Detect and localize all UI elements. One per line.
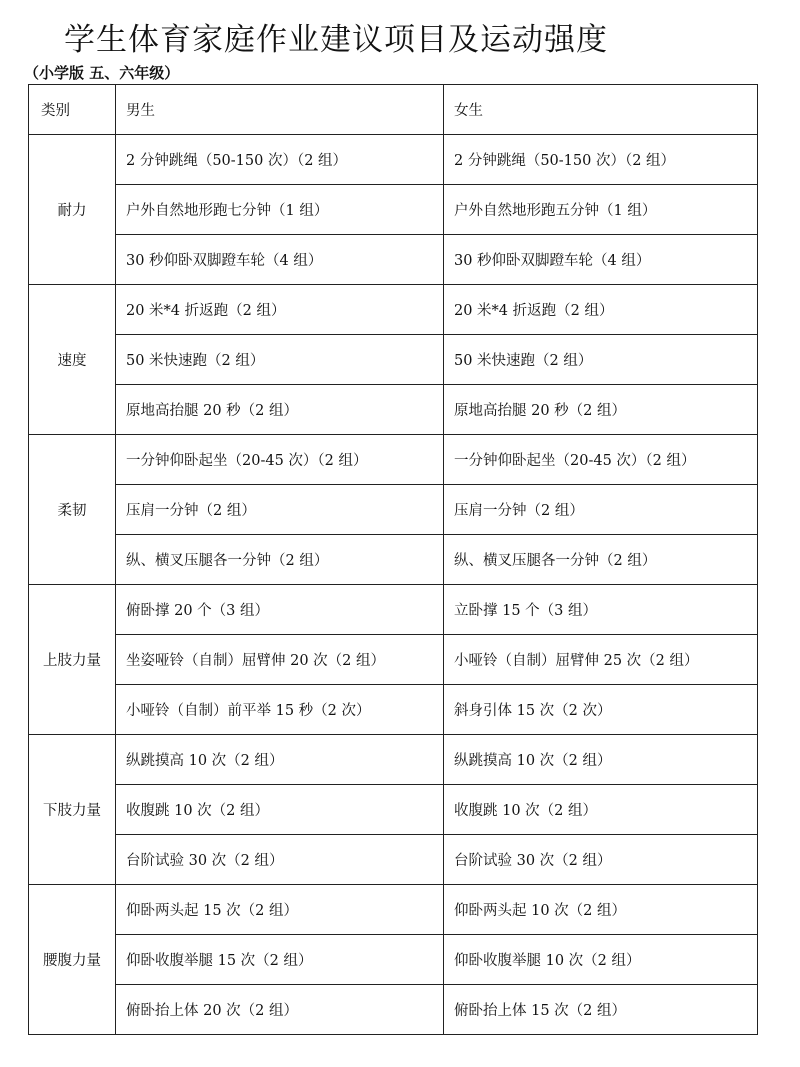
girls-cell: 立卧撑 15 个（3 组）	[444, 585, 758, 635]
boys-cell: 20 米*4 折返跑（2 组）	[116, 285, 444, 335]
girls-cell: 纵、横叉压腿各一分钟（2 组）	[444, 535, 758, 585]
boys-cell: 纵、横叉压腿各一分钟（2 组）	[116, 535, 444, 585]
boys-cell: 俯卧抬上体 20 次（2 组）	[116, 985, 444, 1035]
boys-cell: 坐姿哑铃（自制）屈臂伸 20 次（2 组）	[116, 635, 444, 685]
boys-cell: 原地高抬腿 20 秒（2 组）	[116, 385, 444, 435]
girls-cell: 一分钟仰卧起坐（20-45 次）（2 组）	[444, 435, 758, 485]
girls-cell: 收腹跳 10 次（2 组）	[444, 785, 758, 835]
category-cell: 下肢力量	[29, 735, 116, 885]
boys-cell: 一分钟仰卧起坐（20-45 次）（2 组）	[116, 435, 444, 485]
category-cell: 耐力	[29, 135, 116, 285]
boys-cell: 30 秒仰卧双脚蹬车轮（4 组）	[116, 235, 444, 285]
table-row	[29, 885, 758, 935]
boys-cell: 户外自然地形跑七分钟（1 组）	[116, 185, 444, 235]
table-row	[29, 285, 758, 335]
table-row	[29, 835, 758, 885]
girls-cell: 斜身引体 15 次（2 次）	[444, 685, 758, 735]
table-row	[29, 985, 758, 1035]
boys-cell: 小哑铃（自制）前平举 15 秒（2 次）	[116, 685, 444, 735]
table-row	[29, 135, 758, 185]
table-row	[29, 685, 758, 735]
table-row	[29, 735, 758, 785]
boys-cell: 2 分钟跳绳（50-150 次）（2 组）	[116, 135, 444, 185]
exercise-table	[28, 84, 758, 1035]
boys-cell: 50 米快速跑（2 组）	[116, 335, 444, 385]
girls-cell: 50 米快速跑（2 组）	[444, 335, 758, 385]
table-row	[29, 935, 758, 985]
boys-cell: 压肩一分钟（2 组）	[116, 485, 444, 535]
table-row	[29, 435, 758, 485]
category-cell: 上肢力量	[29, 585, 116, 735]
header-boys: 男生	[116, 85, 444, 135]
table-row	[29, 585, 758, 635]
boys-cell: 仰卧收腹举腿 15 次（2 组）	[116, 935, 444, 985]
header-category: 类别	[29, 85, 116, 135]
table-row	[29, 235, 758, 285]
boys-cell: 台阶试验 30 次（2 组）	[116, 835, 444, 885]
header-girls: 女生	[444, 85, 758, 135]
page-subtitle: （小学版 五、六年级）	[24, 64, 180, 82]
page-title: 学生体育家庭作业建议项目及运动强度	[64, 22, 608, 58]
girls-cell: 30 秒仰卧双脚蹬车轮（4 组）	[444, 235, 758, 285]
category-cell: 速度	[29, 285, 116, 435]
table-row	[29, 635, 758, 685]
girls-cell: 仰卧两头起 10 次（2 组）	[444, 885, 758, 935]
boys-cell: 俯卧撑 20 个（3 组）	[116, 585, 444, 635]
table-header-row	[29, 85, 758, 135]
boys-cell: 仰卧两头起 15 次（2 组）	[116, 885, 444, 935]
category-cell: 柔韧	[29, 435, 116, 585]
boys-cell: 纵跳摸高 10 次（2 组）	[116, 735, 444, 785]
category-cell: 腰腹力量	[29, 885, 116, 1035]
boys-cell: 收腹跳 10 次（2 组）	[116, 785, 444, 835]
girls-cell: 原地高抬腿 20 秒（2 组）	[444, 385, 758, 435]
girls-cell: 纵跳摸高 10 次（2 组）	[444, 735, 758, 785]
girls-cell: 压肩一分钟（2 组）	[444, 485, 758, 535]
girls-cell: 20 米*4 折返跑（2 组）	[444, 285, 758, 335]
table-row	[29, 335, 758, 385]
table-row	[29, 485, 758, 535]
girls-cell: 仰卧收腹举腿 10 次（2 组）	[444, 935, 758, 985]
girls-cell: 台阶试验 30 次（2 组）	[444, 835, 758, 885]
girls-cell: 户外自然地形跑五分钟（1 组）	[444, 185, 758, 235]
girls-cell: 小哑铃（自制）屈臂伸 25 次（2 组）	[444, 635, 758, 685]
table-row	[29, 185, 758, 235]
girls-cell: 2 分钟跳绳（50-150 次）（2 组）	[444, 135, 758, 185]
table-row	[29, 385, 758, 435]
table-row	[29, 535, 758, 585]
girls-cell: 俯卧抬上体 15 次（2 组）	[444, 985, 758, 1035]
table-row	[29, 785, 758, 835]
